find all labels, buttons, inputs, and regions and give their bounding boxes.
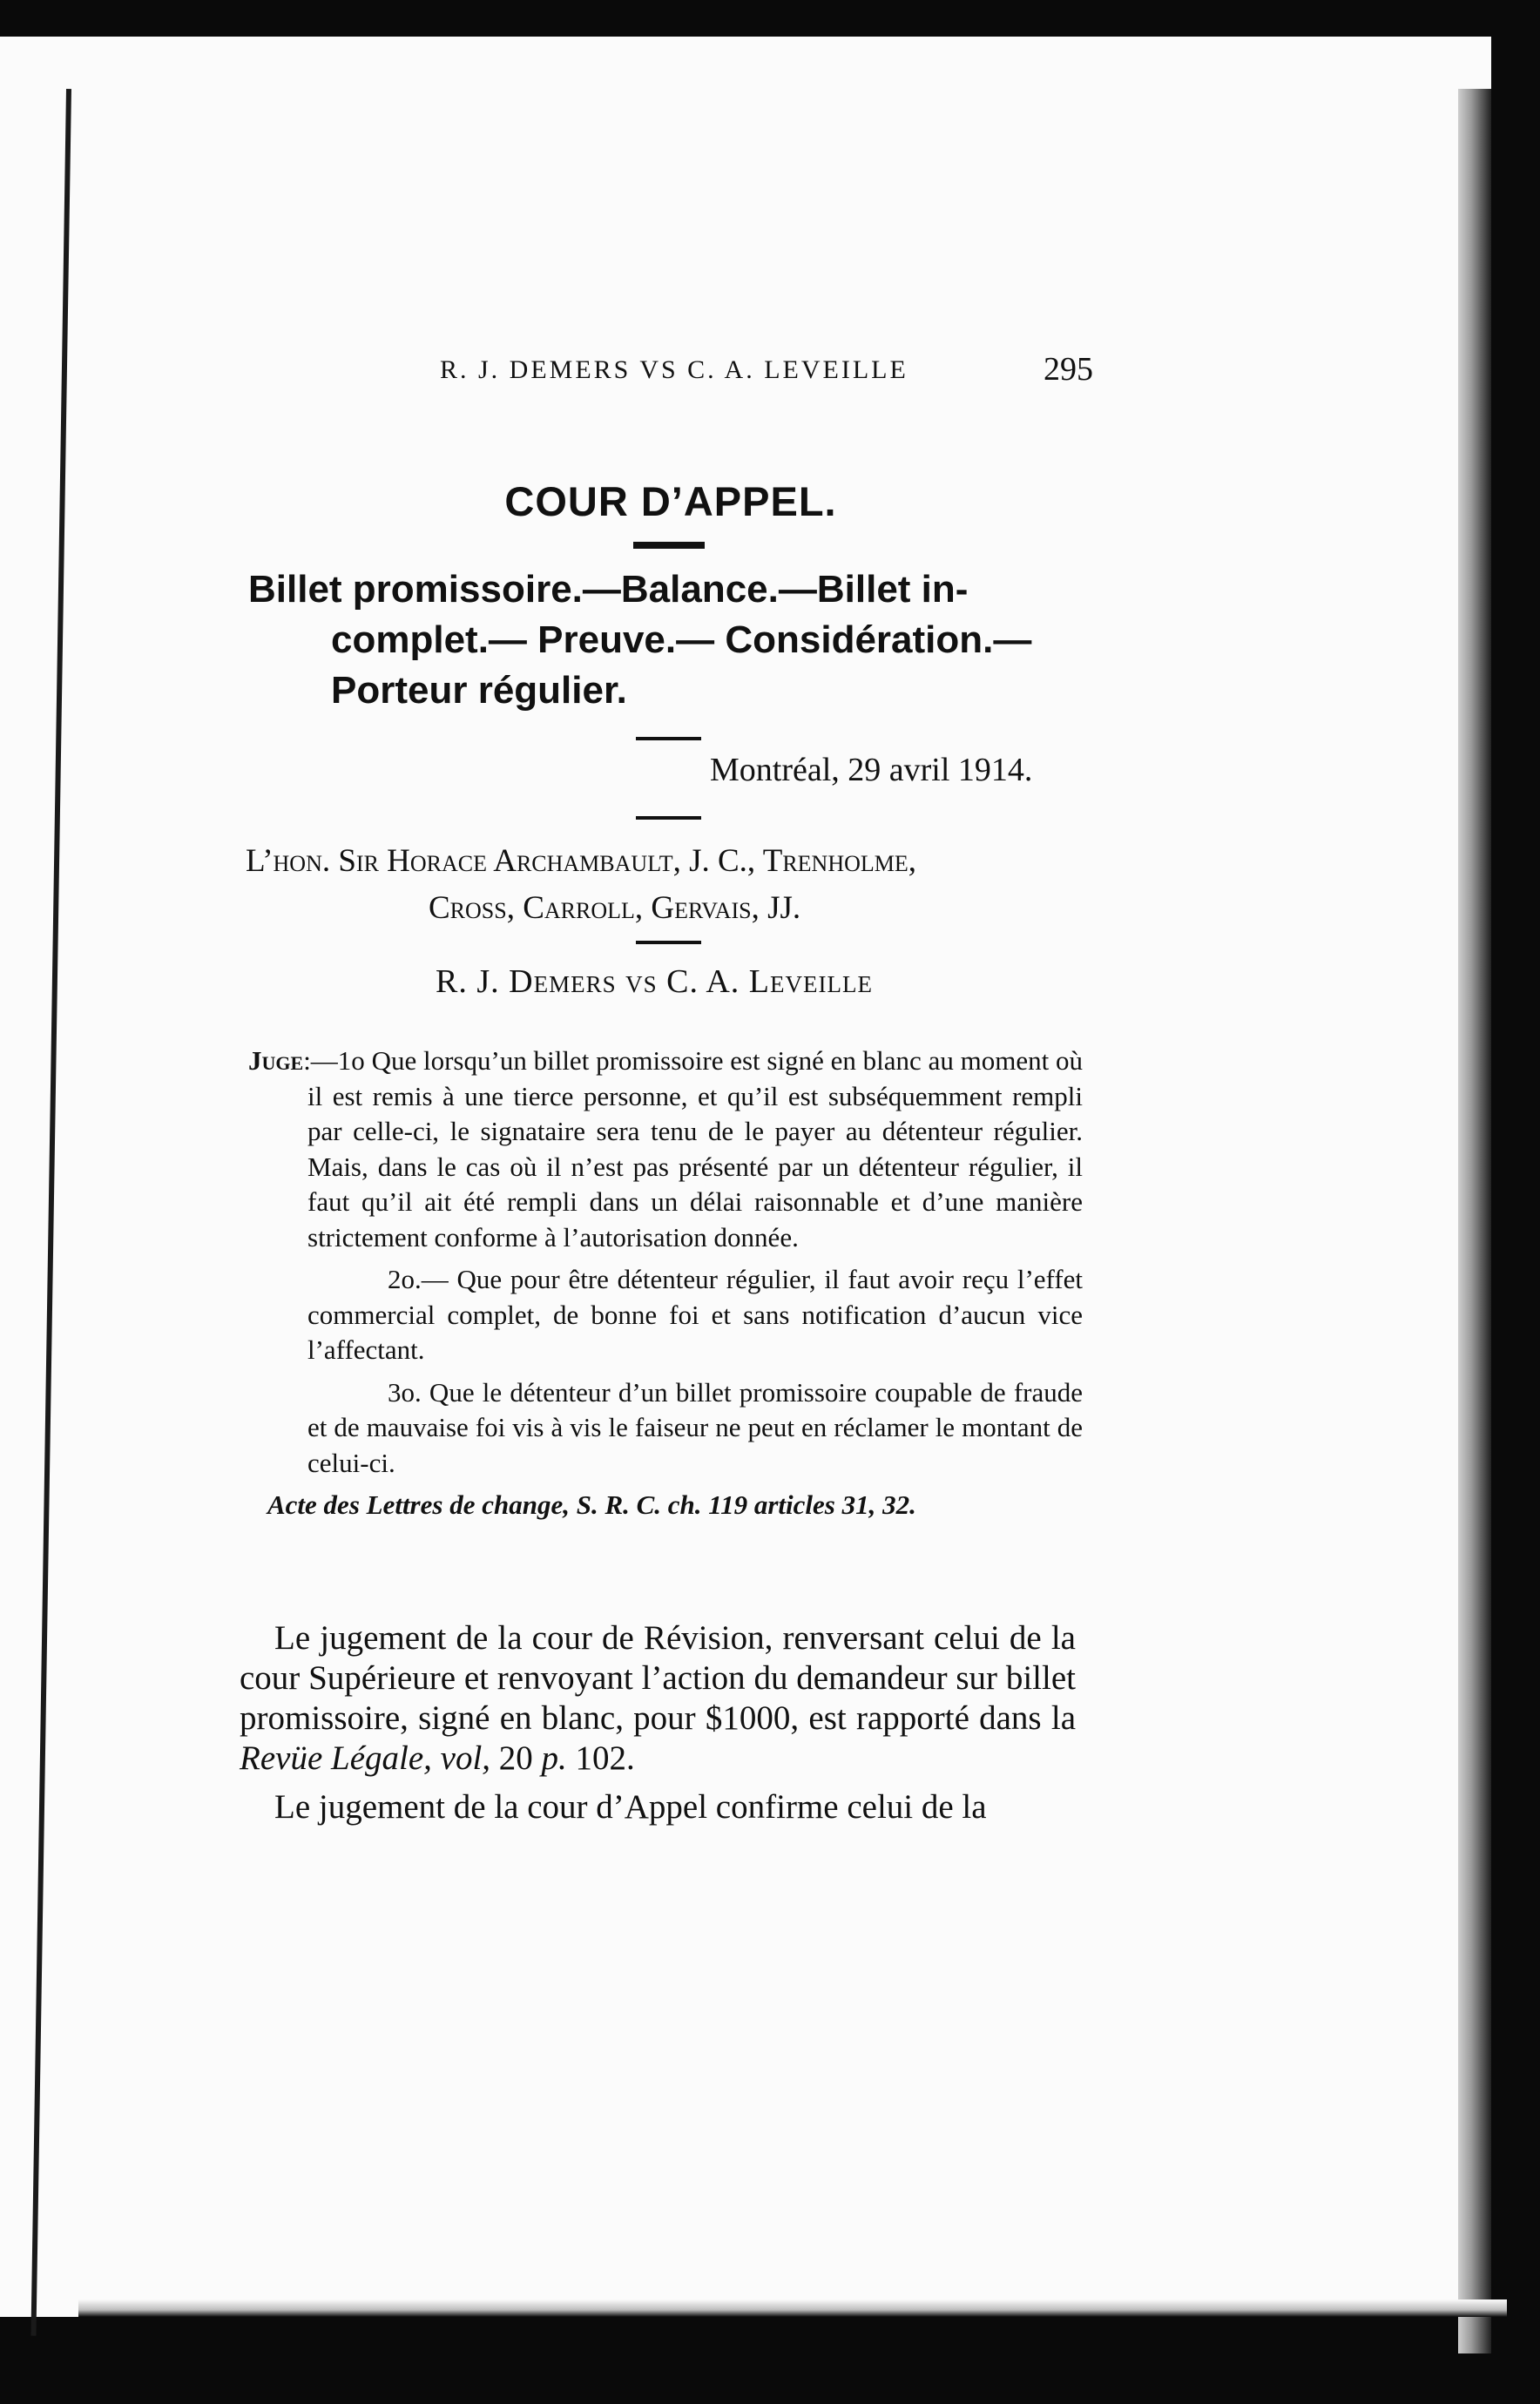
- dateline: Montréal, 29 avril 1914.: [710, 752, 1033, 788]
- page-edge-shadow: [1458, 89, 1491, 2353]
- page-gutter-line: [30, 89, 71, 2336]
- divider-rule: [636, 816, 701, 820]
- summary-point-2: 2o.— Que pour être détenteur régulier, il faut avoir reçu l’effet commercial complet, de bonne foi et sans notification d’aucun vice l’affectant.: [307, 1264, 1083, 1365]
- juge-label: Juge: [248, 1045, 304, 1076]
- body-p1-b: 20: [490, 1739, 542, 1777]
- running-head: [440, 351, 1093, 388]
- summary-point-3: 3o. Que le détenteur d’un billet promissoire coupable de fraude et de mauvaise foi vis à vis le faiseur ne peut en réclamer le montant de celui-ci.: [307, 1376, 1083, 1478]
- case-parties: R. J. Demers vs C. A. Leveille: [436, 963, 873, 1000]
- divider-rule: [636, 941, 701, 944]
- statute-citation: Acte des Lettres de change, S. R. C. ch. 119 articles 31, 32.: [267, 1489, 916, 1520]
- reporter-reference: Revüe Légale, vol,: [240, 1739, 491, 1777]
- headnote-line-3: Porteur régulier.: [331, 669, 627, 712]
- judges-line-1: L’hon. Sir Horace Archambault, J. C., Trenholme,: [246, 843, 917, 879]
- headnote-line-1: Billet promissoire.—Balance.—Billet in-: [248, 568, 969, 611]
- heading-rule: [633, 542, 705, 549]
- body-p1-a: Le jugement de la cour de Révision, renversant celui de la cour Supérieure et renvoyant l’action du demandeur sur billet promissoire, signé en blanc, pour $1000, est rapporté dans la: [240, 1619, 1076, 1737]
- headnote: [248, 564, 1102, 716]
- court-heading: COUR D’APPEL.: [504, 478, 837, 524]
- judgment-summary: [248, 1043, 1083, 1530]
- divider-rule: [636, 737, 701, 740]
- body-p1-c: 102.: [566, 1739, 635, 1777]
- judges-line-2: Cross, Carroll, Gervais, JJ.: [429, 890, 801, 926]
- running-head-title: R. J. DEMERS VS C. A. LEVEILLE: [440, 355, 908, 384]
- body-paragraph-2: Le jugement de la cour d’Appel confirme celui de la: [274, 1788, 987, 1826]
- page-bottom-edge: [78, 2299, 1507, 2317]
- body-text: [240, 1618, 1076, 1836]
- summary-point-1-text: :—1o Que lorsqu’un billet promissoire est signé en blanc au moment où il est remis à une tierce personne, et qu’il est subséquemment rempli par celle-ci, le signataire sera tenu de le payer au détenteur régulier. Mais, dans le cas où il n’est pas présenté par un détenteur régulier, il faut qu’il ait été rempli dans un délai raisonnable et d’une manière strictement conforme à l’autorisation donnée.: [303, 1045, 1083, 1253]
- page-number: 295: [1044, 351, 1093, 388]
- page-abbrev: p.: [541, 1739, 567, 1777]
- summary-point-1: [248, 1043, 1083, 1255]
- judges-list: [246, 838, 1095, 932]
- headnote-line-2: complet.— Preuve.— Considération.—: [331, 618, 1032, 661]
- body-paragraph-1: [240, 1618, 1076, 1779]
